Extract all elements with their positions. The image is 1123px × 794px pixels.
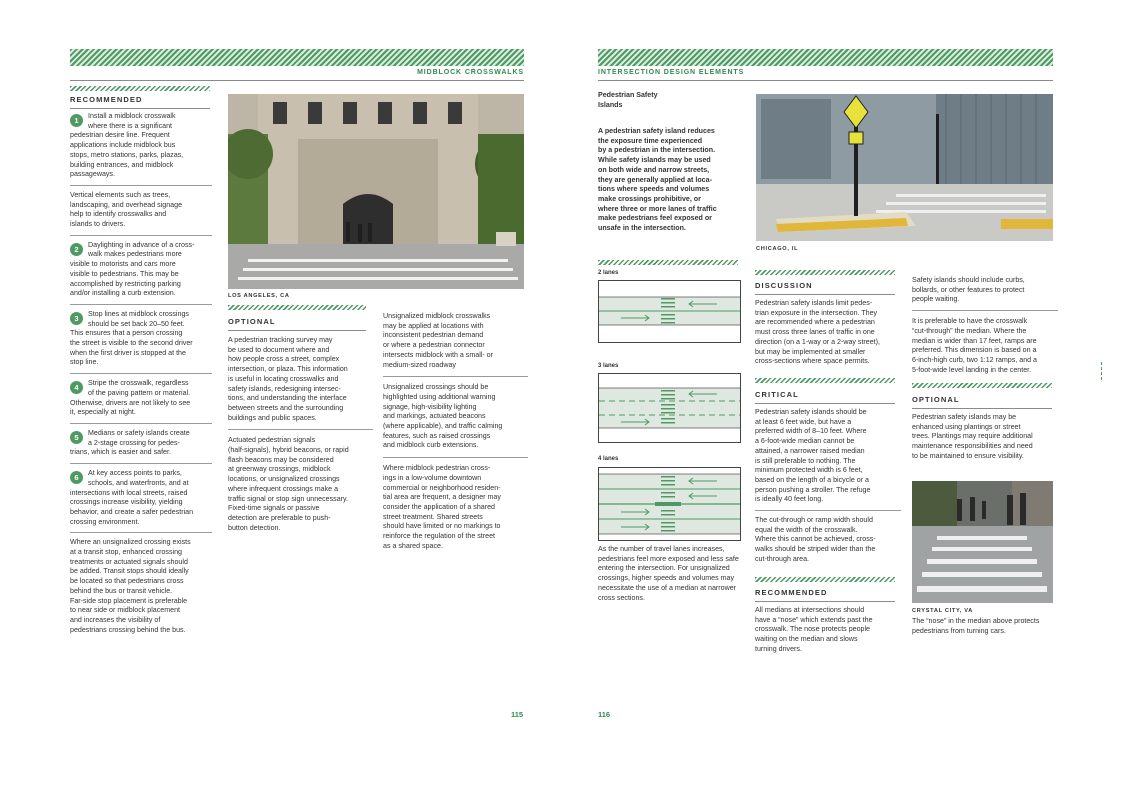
recommended-item-line: pedestrian desire line. Frequent xyxy=(70,131,170,140)
optional-line: Actuated pedestrian signals xyxy=(228,436,316,445)
column-3-line: preferred. This dimension is based on a xyxy=(912,346,1037,355)
recommended-item-line: when the first driver is stopped at the xyxy=(70,348,186,357)
recommended-item-line: crossings increase visibility, yielding xyxy=(70,498,183,507)
paragraph xyxy=(383,312,528,377)
optional-line: tial area are frequent, a designer may xyxy=(383,493,501,502)
column-3-line: 5-foot-wide level landing in the center. xyxy=(912,365,1032,374)
recommended-item-line: stops, metro stations, parks, plazas, xyxy=(70,150,184,159)
discussion-heading: DISCUSSION xyxy=(755,281,813,290)
diagram-caption-line: cross sections. xyxy=(598,593,645,602)
discussion-body xyxy=(755,299,901,367)
chicago-photo xyxy=(756,94,1053,241)
recommended-item-line: pedestrians crossing behind the bus. xyxy=(70,625,186,634)
photo-caption-crystal-city: CRYSTAL CITY, VA xyxy=(912,608,974,614)
optional-line: intersects midblock with a small- or xyxy=(383,350,493,359)
recommended-item-line: applications include midblock bus xyxy=(70,141,176,150)
recommended-item-line: and/or installing a curb extension. xyxy=(70,289,176,298)
column-3-body xyxy=(912,276,1058,386)
optional-line: to be maintained to ensure visibility. xyxy=(912,451,1024,460)
column-3-line: Safety islands should include curbs, xyxy=(912,276,1025,284)
column-3-line: 6-inch-high curb, two 1:12 ramps, and a xyxy=(912,355,1037,364)
column-3-line: “cut-through” the median. Where the xyxy=(912,326,1027,335)
paragraph xyxy=(755,408,901,511)
recommended-item-line: Far-side stop placement is preferable xyxy=(70,596,188,605)
discussion-line: but may be implemented at smaller xyxy=(755,347,866,356)
critical-line: a 6-foot-wide median cannot be xyxy=(755,437,855,446)
header-rule-right xyxy=(598,80,1053,81)
discussion-line: cross-sections where space permits. xyxy=(755,357,870,366)
lead-line: A pedestrian safety island reduces xyxy=(598,127,715,135)
recommended-item xyxy=(70,310,212,374)
recommended-item xyxy=(70,469,212,533)
diagram-label-2-lanes: 2 lanes xyxy=(598,270,619,276)
page-title-line: Pedestrian Safety xyxy=(598,91,658,99)
lead-line: While safety islands may be used xyxy=(598,156,711,165)
recommended-item-line: treatments or actuated signals should xyxy=(70,557,188,566)
discussion-line: are recommended where a pedestrian xyxy=(755,318,875,327)
recommended-item-line: help to identify crosswalks and xyxy=(70,210,167,219)
recommended-item xyxy=(70,241,212,305)
optional-line: Pedestrian safety islands may be xyxy=(912,413,1017,421)
optional-line: inconsistent pedestrian demand xyxy=(383,331,484,340)
optional-line: signage, high-visibility lighting xyxy=(383,402,477,411)
recommended-item-line: of the paving pattern or material. xyxy=(88,388,191,397)
critical-line: The cut-through or ramp width should xyxy=(755,516,873,525)
recommended-item-line: intersections with local streets, raised xyxy=(70,488,188,497)
lead-line: they are generally applied at loca- xyxy=(598,175,712,184)
critical-line: preferred width of 8–10 feet. Where xyxy=(755,427,867,436)
optional-line: and markings, actuated beacons xyxy=(383,412,486,421)
column-3-line: It is preferable to have the crosswalk xyxy=(912,317,1028,326)
critical-line: equal the width of the crosswalk. xyxy=(755,525,858,534)
lead-line: tions where speeds and volumes xyxy=(598,185,710,194)
paragraph xyxy=(755,516,901,570)
critical-heading: CRITICAL xyxy=(755,390,799,399)
photo-caption-los-angeles: LOS ANGELES, CA xyxy=(228,293,290,299)
recommended-heading-right: RECOMMENDED xyxy=(755,588,828,597)
recommended-item-line: Daylighting in advance of a cross- xyxy=(88,240,195,249)
paragraph xyxy=(228,436,373,539)
item-number-badge: 2 xyxy=(70,243,83,256)
optional-line: Where midblock pedestrian cross- xyxy=(383,464,491,473)
optional-line: be used to document where and xyxy=(228,345,330,354)
recommended-line: turning drivers. xyxy=(755,644,802,653)
paragraph xyxy=(383,464,528,557)
discussion-rule xyxy=(755,294,895,295)
optional-body-right xyxy=(912,413,1058,462)
item-number-badge: 1 xyxy=(70,114,83,127)
discussion-hatch xyxy=(755,270,895,275)
lead-line: make crossings prohibitive, or xyxy=(598,194,701,203)
critical-line: based on the length of a bicycle or a xyxy=(755,475,869,484)
critical-line: walks should be striped wider than the xyxy=(755,545,876,554)
recommended-item-line: Otherwise, drivers are not likely to see xyxy=(70,398,191,407)
optional-line: may be applied at locations with xyxy=(383,321,484,330)
page-edge-mark xyxy=(1101,362,1102,380)
optional-line: reinforce the regulation of the street xyxy=(383,532,495,541)
diagram-caption xyxy=(598,545,748,603)
recommended-item-line: the street is visible to the second driver xyxy=(70,339,193,348)
header-hatch-bar-left xyxy=(70,49,524,66)
optional-line: features, such as raised crossings xyxy=(383,431,491,440)
optional-line: flash beacons may be considered xyxy=(228,455,334,464)
optional-line: and midblock curb extensions. xyxy=(383,441,479,450)
recommended-item-line: visible to pedestrians. This may be xyxy=(70,269,179,278)
optional-line: traffic signal or stop sign unnecessary. xyxy=(228,494,348,503)
optional-line: intersection, or plaza. This information xyxy=(228,365,348,374)
recommended-item-line: building entrances, and midblock xyxy=(70,160,174,169)
recommended-list xyxy=(70,112,212,645)
optional-line: medium-sized roadway xyxy=(383,360,456,369)
optional-rule-left xyxy=(228,330,366,331)
optional-line: buildings and public spaces. xyxy=(228,413,317,422)
recommended-item-line: and increases the visibility of xyxy=(70,615,161,624)
page-title xyxy=(598,91,748,110)
optional-line: (where applicable), and traffic calming xyxy=(383,422,503,431)
recommended-item-line: Where an unsignalized crossing exists xyxy=(70,538,191,547)
recommended-hatch xyxy=(70,86,210,91)
critical-line: attained, a narrower raised median xyxy=(755,446,865,455)
recommended-item-line: be added. Transit stops should ideally xyxy=(70,567,189,576)
critical-line: Pedestrian safety islands should be xyxy=(755,408,867,416)
optional-hatch-left xyxy=(228,305,366,310)
recommended-rule xyxy=(70,108,210,109)
recommended-item-line: islands to drivers. xyxy=(70,220,126,229)
optional-column-1 xyxy=(228,336,373,545)
optional-line: detection are preferable to push- xyxy=(228,513,331,522)
column-3-line: people waiting. xyxy=(912,295,960,304)
optional-line: at greenway crossings, midblock xyxy=(228,465,331,474)
optional-line: between streets and the surrounding xyxy=(228,403,344,412)
page-number-left: 115 xyxy=(511,710,524,719)
optional-line: as a shared space. xyxy=(383,541,443,550)
recommended-item xyxy=(70,379,212,424)
column-3-line: bollards, or other features to protect xyxy=(912,285,1025,294)
recommended-line: waiting on the median and slows xyxy=(755,635,858,644)
recommended-item-line: behind the bus or transit vehicle. xyxy=(70,586,173,595)
optional-line: highlighted using additional warning xyxy=(383,392,496,401)
recommended-item-line: Install a midblock crosswalk xyxy=(88,112,176,120)
paragraph xyxy=(228,336,373,430)
diagram-caption-line: pedestrians feel more exposed and less safe xyxy=(598,554,739,563)
optional-line: is useful in locating crosswalks and xyxy=(228,374,339,383)
diagram-caption-line: entering the intersection. For unsignalized xyxy=(598,564,730,573)
recommended-body-right xyxy=(755,606,901,655)
optional-line: tions, and understanding the interface xyxy=(228,394,347,403)
recommended-heading: RECOMMENDED xyxy=(70,95,143,104)
recommended-item-line: landscaping, and overhead signage xyxy=(70,200,183,209)
header-rule-left xyxy=(70,80,524,81)
optional-line: (half-signals), hybrid beacons, or rapid xyxy=(228,446,349,455)
critical-line: Where this cannot be achieved, cross- xyxy=(755,535,876,544)
diagram-2-lanes xyxy=(598,280,741,343)
recommended-item-line: schools, and waterfronts, and at xyxy=(88,478,189,487)
paragraph xyxy=(912,317,1058,380)
diagram-caption-line: As the number of travel lanes increases, xyxy=(598,545,725,553)
recommended-item-line: This ensures that a person crossing xyxy=(70,329,183,338)
recommended-item-line: where there is a significant xyxy=(88,121,172,130)
optional-line: Fixed-time signals or passive xyxy=(228,504,320,513)
recommended-item-line: Stripe the crosswalk, regardless xyxy=(88,379,189,388)
optional-heading-left: OPTIONAL xyxy=(228,317,276,326)
optional-hatch-right xyxy=(912,383,1052,388)
optional-line: or where a pedestrian connector xyxy=(383,341,485,350)
photo2-caption-line: pedestrians from turning cars. xyxy=(912,626,1006,635)
recommended-line: crosswalk. The nose protects people xyxy=(755,625,871,634)
photo-caption-chicago: CHICAGO, IL xyxy=(756,246,799,252)
column-3-line: median is wider than 17 feet, ramps are xyxy=(912,336,1037,345)
header-hatch-bar-right xyxy=(598,49,1053,66)
recommended-item-line: Vertical elements such as trees, xyxy=(70,190,171,199)
running-head-left: MIDBLOCK CROSSWALKS xyxy=(417,69,524,76)
recommended-item-line: accomplished by restricting parking xyxy=(70,279,181,288)
recommended-item-line: crossing environment. xyxy=(70,517,140,526)
optional-line: locations, or unsignalized crossings xyxy=(228,475,340,484)
optional-line: Unsignalized crossings should be xyxy=(383,383,489,392)
discussion-line: direction (on a 1-way or a 2-way street), xyxy=(755,337,880,346)
optional-line: enhanced using plantings or street xyxy=(912,422,1021,431)
recommended-hatch-right xyxy=(755,577,895,582)
recommended-item-line: walk makes pedestrians more xyxy=(88,250,182,259)
optional-line: where infrequent crossings make a xyxy=(228,484,339,493)
critical-line: at least 6 feet wide, but have a xyxy=(755,417,852,426)
los-angeles-photo xyxy=(228,94,524,289)
diagram-caption-line: necessitate the use of a median at narrower xyxy=(598,583,737,592)
recommended-item-line: trians, which is easier and safer. xyxy=(70,448,171,457)
item-number-badge: 4 xyxy=(70,381,83,394)
optional-line: street treatment. Shared streets xyxy=(383,512,483,521)
recommended-item-line: a 2-stage crossing for pedes- xyxy=(88,438,180,447)
diagram-caption-line: crossings, higher speeds and volumes may xyxy=(598,574,735,583)
optional-line: commercial or neighborhood residen- xyxy=(383,483,501,492)
optional-line: how people cross a street, complex xyxy=(228,355,340,364)
critical-hatch xyxy=(755,378,895,383)
photo2-caption-line: The “nose” in the median above protects xyxy=(912,617,1040,625)
recommended-line: have a “nose” which extends past the xyxy=(755,615,873,624)
recommended-rule-right xyxy=(755,601,895,602)
optional-line: A pedestrian tracking survey may xyxy=(228,336,333,344)
diagram-label-4-lanes: 4 lanes xyxy=(598,456,619,462)
recommended-item-line: it, especially at night. xyxy=(70,408,136,417)
critical-rule xyxy=(755,403,895,404)
recommended-item xyxy=(70,429,212,464)
recommended-item xyxy=(70,112,212,186)
optional-line: consider the application of a shared xyxy=(383,502,495,511)
recommended-item-line: Medians or safety islands create xyxy=(88,428,190,437)
recommended-item-line: at a transit stop, enhanced crossing xyxy=(70,548,182,557)
crystal-city-photo xyxy=(912,481,1053,603)
recommended-line: All medians at intersections should xyxy=(755,606,865,614)
recommended-item-line: should be set back 20–50 feet. xyxy=(88,319,185,328)
diagram-hatch xyxy=(598,260,738,265)
optional-line: Unsignalized midblock crosswalks xyxy=(383,312,491,320)
lead-paragraph xyxy=(598,127,748,234)
item-number-badge: 6 xyxy=(70,471,83,484)
paragraph xyxy=(383,383,528,458)
lead-line: where three or more lanes of traffic xyxy=(598,204,717,213)
item-number-badge: 5 xyxy=(70,431,83,444)
optional-column-2 xyxy=(383,312,528,563)
recommended-item-line: Stop lines at midblock crossings xyxy=(88,309,189,318)
running-head-right: INTERSECTION DESIGN ELEMENTS xyxy=(598,69,745,76)
optional-line: should have limited or no markings to xyxy=(383,522,501,531)
item-number-badge: 3 xyxy=(70,312,83,325)
optional-line: maintenance responsibilities and need xyxy=(912,442,1033,451)
lead-line: make pedestrians feel exposed or xyxy=(598,214,712,223)
recommended-item-line: passageways. xyxy=(70,170,115,179)
discussion-line: trian exposure in the intersection. They xyxy=(755,308,878,317)
recommended-item-line: At key access points to parks, xyxy=(88,469,182,478)
critical-line: person pushing a stroller. The refuge xyxy=(755,485,871,494)
optional-line: ings in a low-volume downtown xyxy=(383,473,482,482)
critical-line: minimum protected width is 6 feet, xyxy=(755,466,863,475)
recommended-item xyxy=(70,191,212,236)
recommended-item-line: behavior, and create a safer pedestrian xyxy=(70,507,194,516)
recommended-item-line: visible to motorists and cars more xyxy=(70,260,176,269)
optional-line: button detection. xyxy=(228,523,281,532)
recommended-item-line: to near side or midblock placement xyxy=(70,606,181,615)
diagram-label-3-lanes: 3 lanes xyxy=(598,363,619,369)
photo2-caption-text xyxy=(912,617,1058,636)
critical-line: is ideally 40 feet long. xyxy=(755,495,824,504)
lead-line: by a pedestrian in the intersection. xyxy=(598,146,716,155)
diagram-3-lanes xyxy=(598,373,741,443)
critical-line: cut-through area. xyxy=(755,554,810,563)
recommended-item xyxy=(70,538,212,640)
diagram-4-lanes xyxy=(598,467,741,541)
recommended-item-line: be located so that pedestrians cross xyxy=(70,577,184,586)
lead-line: on both wide and narrow streets, xyxy=(598,165,710,174)
paragraph xyxy=(912,276,1058,311)
optional-line: trees. Plantings may require additional xyxy=(912,432,1033,441)
discussion-line: must cross three lanes of traffic in one xyxy=(755,328,875,337)
optional-heading-right: OPTIONAL xyxy=(912,395,960,404)
optional-rule-right xyxy=(912,408,1052,409)
page-title-line: Islands xyxy=(598,100,623,109)
page-number-right: 116 xyxy=(598,710,611,719)
lead-line: unsafe in the intersection. xyxy=(598,224,686,233)
lead-line: the exposure time experienced xyxy=(598,136,703,145)
discussion-line: Pedestrian safety islands limit pedes- xyxy=(755,299,873,307)
critical-body xyxy=(755,408,901,575)
recommended-item-line: stop line. xyxy=(70,358,99,367)
optional-line: safety islands, redesigning intersec- xyxy=(228,384,341,393)
critical-line: is still preferable to nothing. The xyxy=(755,456,856,465)
